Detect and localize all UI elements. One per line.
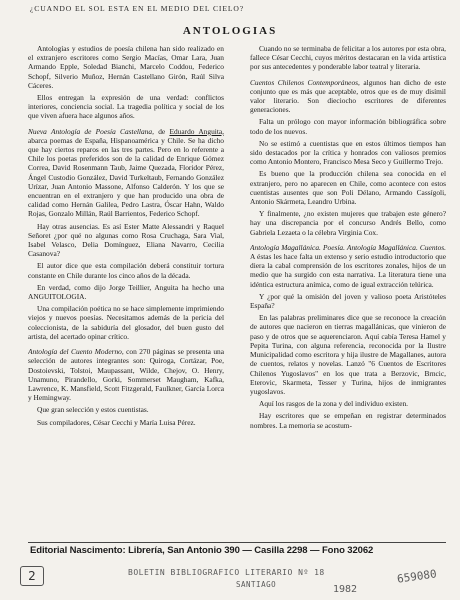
handwritten-box-mark: 2 bbox=[20, 566, 44, 586]
paragraph: En las palabras preliminares dice que se reconoce la creación de autores que nacieron en tierras magallánicas, que vinieron de paso y de otros que se aquerenciaron. Aquí cabía Teresa Hamel y Pepita Turina, con alguna referencia, reconocida por la Ilustre Municipalidad como escritora y hija ilustre de Magallanes, autora de cuentos, relatos y novelas. Lanzó "6 Cuentos de Escritores Chilenos Yugoslavos" en los que trata a Berzovic, Brncic, Eterovic, Skarmeta, Tesser y Turina, hijos de inmigrantes yugoslavos. bbox=[250, 313, 446, 396]
paragraph-antologia-magallanica bbox=[250, 243, 446, 289]
section-title: ANTOLOGIAS bbox=[182, 25, 278, 37]
paragraph: Ellos entregan la expresión de una verdad: conflictos interiores, conciencia social. La tragedia política y social de los que viven afuera hace algunos años. bbox=[28, 93, 224, 121]
paragraph: Que gran selección y estos cuentistas. bbox=[37, 405, 149, 415]
paragraph: Sus compiladores, César Cecchi y María Luisa Pérez. bbox=[37, 417, 196, 427]
book-title: Cuentos Chilenos Contemporáneos, bbox=[250, 77, 360, 87]
paragraph: Aquí los rasgos de la zona y del individuo existen. bbox=[259, 399, 409, 409]
paragraph: Una compilación poética no se hace simplemente imprimiendo viejos y nuevos poesías. Necesitamos además de la pericia del coleccionista, de la sabiduría del glosador, del buen gusto del artista, del acertado opinar crítico. bbox=[28, 304, 224, 341]
author-name: Eduardo Anguita, bbox=[169, 126, 224, 136]
connector-text: de bbox=[153, 126, 170, 136]
paragraph: Antologías y estudios de poesía chilena han sido realizado en el extranjero escritores como Sergio Macías, Omar Lara, Juan Armando Epple, Soledad Bianchi, Marcelo Coddou, Federico Schopf, Silverio Muñoz, Hernán Castellano Girón, Raúl Silva Cáceres. bbox=[28, 44, 224, 90]
paragraph-body: A éstas les hace falta un extenso y serio estudio introductorio que diera la cabal comprensión de los escritores zonales, hijos de un medio que ha surgido con esta narrativa. La literatura tiene una idéntica estructura anímica, como de igual extracción telúrica. bbox=[250, 252, 446, 289]
handwritten-bulletin-note: BOLETIN BIBLIOGRAFICO LITERARIO Nº 18 bbox=[128, 568, 325, 577]
right-column bbox=[250, 44, 446, 536]
handwritten-year: 1982 bbox=[333, 584, 358, 595]
paragraph: Hay otras ausencias. Es así Ester Matte Alessandri y Raquel Señoret ¿por qué no algunas como Rosa Cruchaga, Sara Vial, Isabel Velasco, Delia Domínguez, Eliana Navarro, Cecilia Casanova? bbox=[28, 221, 224, 259]
paragraph-cuentos-chilenos bbox=[250, 78, 446, 115]
paragraph: Hay escritores que se empeñan en registrar determinados nombres. La memoria se acostum- bbox=[250, 411, 446, 430]
paragraph: El autor dice que esta compilación deberá constituir tortura constante en Chile durante los cinco años de la década. bbox=[28, 261, 224, 280]
paragraph-anthology-cuento bbox=[28, 347, 224, 402]
paragraph-body: algunos han dicho de este conjunto que es más que aceptable, otros que es de muy disímil valor literario. Son dieciocho escritores de diferentes generaciones. bbox=[250, 77, 446, 115]
paragraph-anthology-castellana bbox=[28, 127, 224, 219]
handwritten-city: SANTIAGO bbox=[236, 580, 277, 589]
paragraph: En verdad, como dijo Jorge Teillier, Anguita ha hecho una ANGUITOLOGIA. bbox=[28, 282, 224, 302]
left-column bbox=[28, 44, 224, 536]
publisher-footer: Editorial Nascimento: Librería, San Antonio 390 — Casilla 2298 — Fono 32062 bbox=[30, 545, 374, 556]
paragraph: Y finalmente, ¿no existen mujeres que trabajen este género? hay una discrepancia por el concurso Andrés Bello, como Gabriela Lezaeta o la célebra Virginia Cox. bbox=[250, 209, 446, 237]
book-title: Antología del Cuento Moderno, bbox=[28, 347, 124, 357]
book-title: Antología Magallánica. Poesía. Antología Magallánica. Cuentos. bbox=[250, 242, 446, 252]
handwritten-catalog-number: 659080 bbox=[396, 567, 438, 586]
paragraph-body: con 270 páginas se presenta una selección de autores integrantes son: Quiroga, Cortázar, Poe, Dostoievski, Tolstoi, Maupassant, Wilde, Chejov, O. Henry, Unamuno, Pirandello, Gorki, Sommerset Maugham, Kafka, Lawrence, K. Mansfield, Scott Fitzgerald, Faulkner, García Lorca y Hemingway. bbox=[28, 347, 224, 403]
paragraph: No se estimó a cuentistas que en estos últimos tiempos han sido destacados por la crítica y honrados con valiosos premios como Antonio Montero, Francisco Mesa Seco y Guillermo Trejo. bbox=[250, 138, 446, 167]
footer-divider bbox=[28, 542, 446, 543]
paragraph: Falta un prólogo con mayor información bibliográfica sobre todo de los nuevos. bbox=[250, 117, 446, 136]
running-head: ¿CUANDO EL SOL ESTA EN EL MEDIO DEL CIELO? bbox=[30, 4, 245, 13]
paragraph: Cuando no se terminaba de felicitar a los autores por esta obra, fallece César Cecchi, cuyos méritos destacaran en la vida artística por sus antecedentes y ponderable labor teatral y literaria. bbox=[250, 44, 446, 72]
paragraph: Es bueno que la producción chilena sea conocida en el extranjero, pero no aparecen en Chile, como acontece con estos cuentistas ausentes que son Poli Délano, Armando Cassígoli, Antonio Skármeta, Leandro Urbina. bbox=[250, 169, 446, 207]
book-title: Nueva Antología de Poesía Castellana, bbox=[28, 126, 154, 136]
paragraph-body: abarca poemas de España, Hispanoamérica y Chile. Se ha dicho que hay ciertos reparos en las tres partes. Pero en lo referente a Chile los poetas preferidos son de la calidad de Enrique Gómez Correa, David Rosenmann Taub, Jaime Quezada, Floridor Pérez, Ángel Custodio González, David Turkeltaub, Fernando González Urízar, Juan Antonio Massone, Alfonso Calderón. Y los que se encuentran en el extranjero y que han producido una obra de calidad como Hernán Galilea, Pedro Lastra, Óscar Hahn, Waldo Rojas, Gonzalo Millán, Raúl Barrientos, Federico Schopf. bbox=[28, 135, 224, 219]
paragraph: Y ¿por qué la omisión del joven y valioso poeta Aristóteles España? bbox=[250, 291, 446, 311]
